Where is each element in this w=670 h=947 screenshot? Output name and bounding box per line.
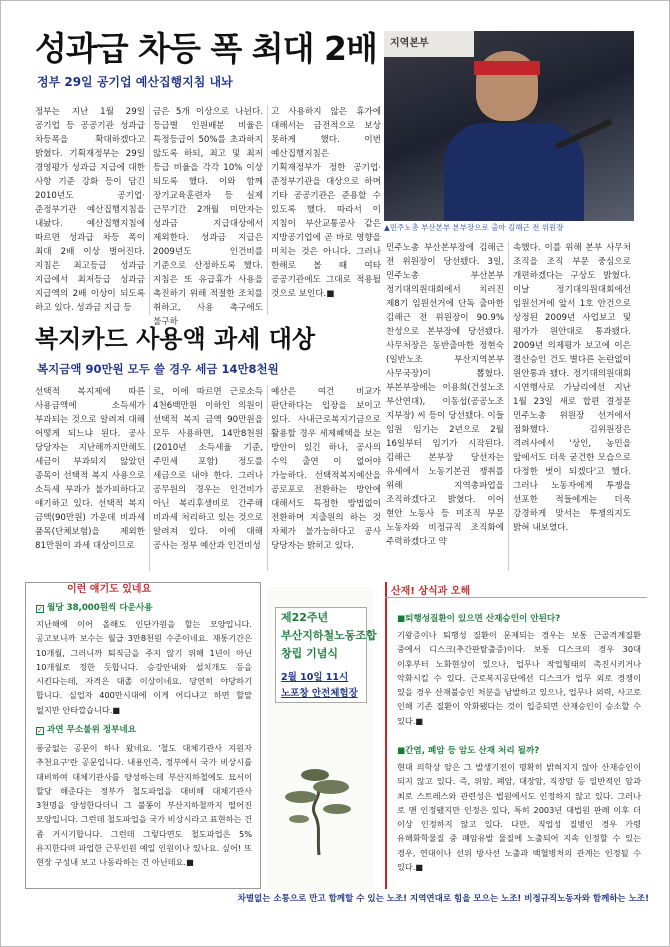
article2-col2: 로, 이에 따르면 근로소득 4천6백만원 이하인 의원이 선택적 복지 금액 90만원을 모두 사용하면, 14만8천원(2010년 소득세율 기준, 주민세 포함) 정도를 세금으로 내야 한다. 그러나 공무원의 경우는 인건비가 아닌 복리후생비로 간주해 비과세 처리하고 있는 것으로 알려져 있다. 이에 대해 공사는 정부 예산과 인건비성 — [153, 387, 263, 551]
safety-section1-title: ■퇴행성질환이 있으면 산재승인이 안된다? — [397, 614, 561, 624]
anniversary-date: 2월 10일 11시 — [281, 672, 349, 683]
photo-sign: 지역본부 — [384, 31, 474, 57]
article1-col3: 고 사용하지 않은 휴가에 대해서는 금전적으로 보상 못하게 했다. 이번 예산집행지침은 기획재정부가 정한 공기업·준정부기관을 대상으로 하며 기타 공공기관은 준용할 수 있도록 했다. 따라서 이 지침이 부산교통공사 같은 지방공기업에 곧 바로 영향을 미치는 것은 아니다. 그러나 한해로 볼 때 여타 공공기관에도 그대로 적용될 것으로 보인다.■ — [271, 107, 381, 299]
safety-section1-body: 기왕증이나 퇴행성 질환이 문제되는 경우는 보통 근골격계질환 중에서 디스크(추간판탈출증)이다. 보통 디스크의 경우 30대 이후부터 노화현상이 있으나, 업무나 작업형태의 촉진시키거나 악화시킬 수 있다. 근로복지공단에선 디스크가 업무 외로 경쟁이 있을 경우 산재불승인 처분을 남발하고 있으나, 업무나 외력, 사고로 인해 기존 질환이 악화됐다는 것이 입증되면 산재승인이 승소할 수 있다.■ — [397, 630, 641, 726]
article2-subhead: 복지금액 90만원 모두 쓸 경우 세금 14만8천원 — [37, 362, 279, 376]
article2-headline: 복지카드 사용액 과세 대상 — [35, 325, 316, 353]
speaker-photo — [384, 31, 634, 221]
safety-box-rule — [385, 597, 647, 598]
notes-section2-body: 퐁궁없는 공문이 하나 왔네요. '철도 대체기관사 지원자 추천요구'란 공문입니다. 내용인즉, 정부에서 국가 비상시를 대비하여 대체기관사를 양성하는데 부산지하철에도 묘서이 할당 해준다는 정부가 철도파업을 대비해 대체기관사 3천명을 양성한다더니 그 불똥이 부산지하철까지 떨어진 모양입니다. 그런데 철도파업을 국가 비상시라고 표현하는 건 좀 거시기합니다. 그런데 그렇다면도 철도파업은 5% 유지한다며 파업한 근무인원 예일 인원이나 있나요. 싶어! 또 현장 구성내 보고 나동라하는 건 아닌데요.■ — [36, 743, 252, 868]
safety-box — [385, 582, 647, 889]
column-divider — [149, 105, 150, 315]
notes-section2-title: ✓ 과연 무소불위 정부네요 — [37, 725, 136, 735]
column-divider — [508, 241, 509, 571]
column-divider — [149, 385, 150, 571]
column-divider — [267, 385, 268, 571]
notes-box-title: 이런 얘기도 있네요 — [61, 583, 157, 597]
article1-col1: 정부는 지난 1월 29일 공기업 등 공공기관 성과급 차등폭을 확대하겠다고 밝혔다. 기획재정부는 29일 경영평가 성과급 지급에 대한 사항 기준 강화 등이 담긴 2010년도 공기업·준정부기관 예산집행지침을 내놨다. 예산집행지침에 따르면 성과급 차등 폭이 최대 2배 이상 벌어진다. 지침은 최고등급 성과금 지급에서 최저등급 성과금 지급액의 2배 이상이 되도록 하고 있다. 성과금 지급 등 — [35, 107, 145, 313]
article1-right-col2: 속했다. 이를 위해 본부 사무처 조직을 조직 부문 중심으로 개편하겠다는 구상도 밝혔다. 이날 정기대의원대회에선 임원선거에 앞서 1호 안건으로 상정된 2009년 사업보고 및 평가가 원안대로 통과됐다. 2009년 의제평가 보고에 이은 결산승인 건도 별다른 논란없이 원안통과 됐다. 정기대의원대회 시연행사로 가남리에선 지난 1월 23일 새로 합편 결정문 민주노총 위원장 선거에서 점화했다. 김위원장은 격려사에서 '상인, 농민을 앞에서도 더욱 굳건한 모습으로 다정한 벗이 되겠다'고 했다. 그러나 노동자에게 투쟁을 선포한 적들에게는 더욱 강경하게 맞서는 투쟁의지도 밝혀 내보였다. — [513, 243, 631, 533]
article1-subhead: 정부 29일 공기업 예산집행지침 내놔 — [37, 75, 233, 89]
anniversary-box — [267, 587, 377, 889]
safety-section2-body: 현대 의학상 암은 그 발생기전이 명확히 밝혀지지 않아 산재승인이 되지 않고 있다. 즉, 위암, 폐암, 대장암, 직장암 등 일반적인 암과 최로 스트레스와 관련성은 법원에서도 인정하지 않고 있다. 그러나 로 맨 인정됐지만 인정은 있다, 특히 2003년 대법원 판례 이후 더 이상 인정하지 않고 있다. 다만, 직업성 질병인 경우 가령 유해화학물질 중 폐암유발 물질에 노출되어 지속 인정할 수 있는 경우, 연대이나 선위 방사선 노출과 백혈병처의 관계는 인정될 수 있다.■ — [397, 762, 641, 873]
footer-slogan: 차별없는 소통으로 만고 함께할 수 있는 노조! 지역연대로 힘을 모으는 노조! 비정규직노동자와 함께하는 노조! — [237, 894, 649, 904]
anniversary-line3: 창립 기념식 — [281, 647, 338, 660]
checkbox-icon: ✓ — [37, 727, 43, 735]
anniversary-line1: 제22주년 — [281, 611, 329, 624]
safety-box-title: 산재! 상식과 오해 — [391, 586, 471, 597]
article1-headline: 성과급 차등 폭 최대 2배 — [35, 29, 377, 68]
checkbox-icon: ✓ — [37, 605, 43, 613]
article1-col2: 금은 5개 이상으로 나뉜다. 등급별 인원배분 비율은 특정등급이 50%를 초과하지 않도록 하되, 최고 및 최저 등급 비율을 각각 10% 이상 되도록 했다. 이와 함께 장기교육훈련자 등 실제 근무기간 2개월 미만자는 성과금 지급대상에서 제외한다. 성과금 지급은 2009년도 인건비를 기준으로 산정하도록 했다. 지침은 또 유급휴가 사용을 촉진하기 위해 적절한 조치를 취하고, 사용 촉구에도 불구하 — [153, 107, 263, 327]
article1-right-col1: 민주노총 부산본부장에 김해근 전 위원장이 당선됐다. 3일, 민주노총 부산본부 정기대의원대회에서 치러진 제8기 임원선거에 단독 출마한 김해근 전 위원장이 90.9% 찬성으로 본부장에 당선됐다. 사무처장은 동반출마한 정현숙(일반노조 부산지역본부 사무국장)이 뽑혔다. 부본부장에는 이용희(건설노조 부산연대), 이동섭(공공노조 지부장) 씨 등이 당선됐다. 이들 임원 임기는 2년으로 2월 16일부터 임기가 시작된다. 김해근 본부장 당선자는 유세에서 노동기본권 쟁취를 위해 지역총파업을 조직하겠다고 밝혔다. 이어 현안 노동사 등 미조직 부문 노동자와 비정규직 조직화에 주력하겠다고 약 — [386, 243, 504, 547]
photo-figure-body — [444, 123, 584, 221]
pine-tree-illustration — [279, 757, 359, 857]
photo-caption: ▲민주노총 부산본부 본부장으로 출마 김해근 전 위원장 — [384, 223, 564, 232]
column-divider — [267, 105, 268, 315]
article2-col3: 예산은 여건 비교가 판단하다는 입장을 보이고 있다. 사내근로복지기금으로 활용할 경우 세제혜택을 보는 방안이 있긴 하나, 공사의 수익 출연 이 없어야 가능하다. 선택적복지예산을 공로포로 전환하는 방안에 대해서도 특정한 방법없이 전환하며 지출원의 하는 것 자체가 불가능하다고 공사 당당자는 밝히고 있다. — [271, 387, 381, 551]
anniversary-place: 노포창 안전체험장 — [281, 688, 358, 699]
article2-col1: 선택적 복지제에 따른 사용금액에 소득세가 부과되는 것으로 알려져 대해 어떻게 되느냐 된다. 공사 당당자는 지난해까지만해도 세금이 부과되지 않았던 종목이 선택적 복지 사용으로 소득세 부과가 불가피하다고 얘기하고 있다. 선택적 복지 금액(90만원) 가운데 비과세 품목(단체보험)을 제외한 81만원이 과세 대상이므로 — [35, 387, 145, 551]
safety-section2-title: ■간염, 폐암 등 암도 산재 처리 될까? — [397, 746, 540, 756]
photo-headband — [474, 61, 540, 75]
notes-box — [25, 582, 261, 889]
notes-section1-title: ✓ 월당 38,000원씩 다운사용 — [37, 603, 153, 613]
anniversary-line2: 부산지하철노동조합 — [281, 629, 377, 642]
notes-section1-body: 지난해에 이어 올해도 인단가원을 할는 모양입니다. 공고보니까 보수는 월급 3만8천원 수준이네요. 재통기간은 10개월, 그러니까 퇴직금을 주지 않기 위해 1년이 아닌 10개월로 정한 듯합니다. 승강안내와 설치개도 등을 시킨다는데, 자격은 대졸 이상이네요. 당연히 야당하기 합니다. 실업자 400만시대에 이게 어디냐고 하면 할말 없지만 안타깝습니다.■ — [36, 619, 252, 715]
